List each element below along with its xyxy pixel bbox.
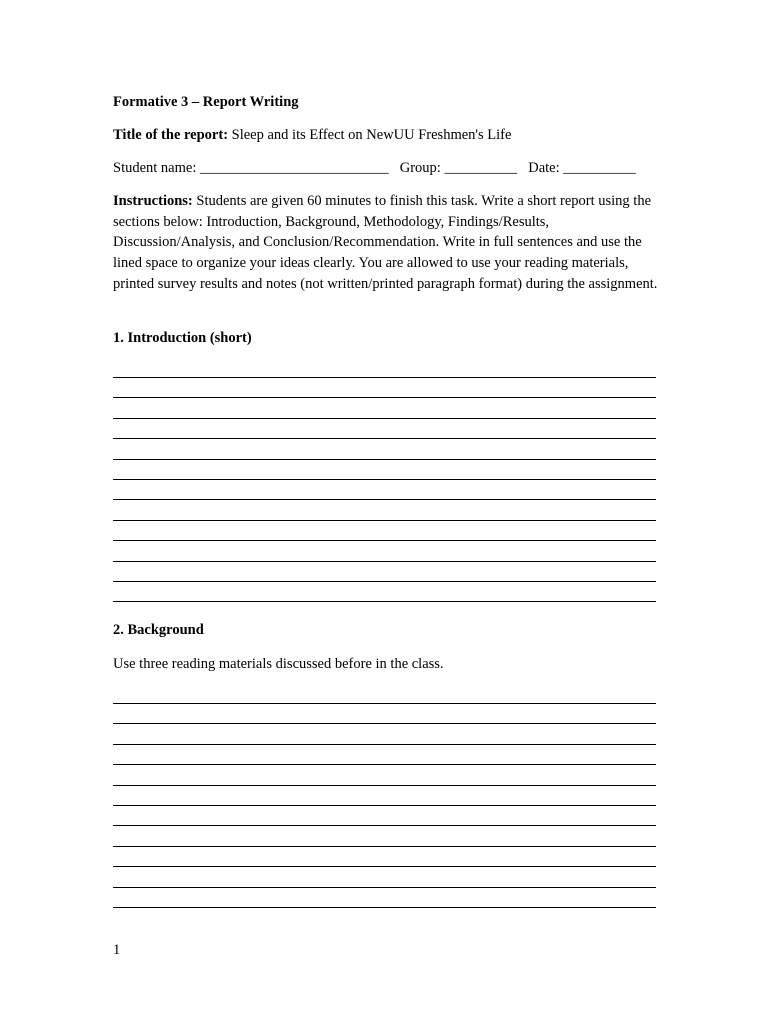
group-blank[interactable]: __________ xyxy=(444,160,517,176)
writing-line[interactable] xyxy=(113,581,656,582)
instructions-text: Students are given 60 minutes to finish this task. Write a short report using the sections below: Introduction, Background, Methodology, Findings/Results, Discussion/Analysis, and Conclusion/Recommendation. Write in full sentences and use the lined space to organize your ideas clearly. You are allowed to use your reading materials, printed survey results and notes (not written/printed paragraph format) during the assignment. xyxy=(113,193,658,292)
student-name-label: Student name: xyxy=(113,160,200,176)
writing-line[interactable] xyxy=(113,438,656,439)
writing-line[interactable] xyxy=(113,459,656,460)
section-title-introduction: 1. Introduction (short) xyxy=(113,330,252,346)
report-title-value: Sleep and its Effect on NewUU Freshmen's Life xyxy=(228,127,512,143)
instructions-label: Instructions: xyxy=(113,193,193,209)
writing-line[interactable] xyxy=(113,907,656,908)
date-blank[interactable]: __________ xyxy=(563,160,636,176)
student-info-line xyxy=(113,158,636,178)
writing-line[interactable] xyxy=(113,764,656,765)
writing-line[interactable] xyxy=(113,479,656,480)
date-label: Date: xyxy=(528,160,564,176)
writing-line[interactable] xyxy=(113,520,656,521)
report-title-label: Title of the report: xyxy=(113,127,229,143)
writing-line[interactable] xyxy=(113,846,656,847)
writing-line[interactable] xyxy=(113,805,656,806)
writing-line[interactable] xyxy=(113,499,656,500)
writing-line[interactable] xyxy=(113,785,656,786)
writing-line[interactable] xyxy=(113,561,656,562)
writing-line[interactable] xyxy=(113,887,656,888)
writing-line[interactable] xyxy=(113,866,656,867)
writing-line[interactable] xyxy=(113,601,656,602)
instructions-paragraph xyxy=(113,191,658,295)
writing-line[interactable] xyxy=(113,377,656,378)
report-title-line xyxy=(113,125,511,145)
background-note: Use three reading materials discussed before in the class. xyxy=(113,656,444,672)
writing-line[interactable] xyxy=(113,418,656,419)
page-number: 1 xyxy=(113,942,121,958)
writing-line[interactable] xyxy=(113,825,656,826)
writing-line[interactable] xyxy=(113,744,656,745)
section-title-background: 2. Background xyxy=(113,622,204,638)
writing-line[interactable] xyxy=(113,540,656,541)
writing-line[interactable] xyxy=(113,723,656,724)
page-heading: Formative 3 – Report Writing xyxy=(113,94,299,110)
group-label: Group: xyxy=(399,160,445,176)
writing-line[interactable] xyxy=(113,703,656,704)
student-name-blank[interactable]: __________________________ xyxy=(200,160,389,176)
writing-line[interactable] xyxy=(113,397,656,398)
